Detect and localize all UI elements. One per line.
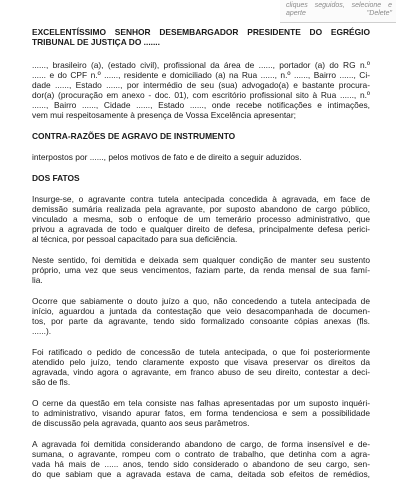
fatos-paragraph-3 bbox=[32, 296, 370, 336]
text-line: ......, Bairro ......, Cidade ......, Estado ......, onde recebe notificações e intimações, bbox=[32, 100, 370, 110]
text-line: Foi ratificado o pedido de concessão de tutela antecipada, o que foi posteriormente bbox=[32, 347, 370, 357]
text-line: agravada, vindo agora o agravante, em franco abuso de seu direito, contestar a deci- bbox=[32, 367, 370, 377]
text-line: ......, brasileiro (a), (estado civil), profissional da área de ......, portador (a) do RG n.º bbox=[32, 60, 370, 70]
text-line: al técnica, por pessoal capacitado para sua deficiência. bbox=[32, 234, 238, 244]
text-line: dor(a) (procuração em anexo - doc. 01), com escritório profissional sito à Rua ......, n.º bbox=[32, 90, 370, 100]
section-title-fatos: DOS FATOS bbox=[32, 173, 80, 183]
text-line: to administrativo, visando apurar fatos, em forma tendenciosa e sem a possibilidade bbox=[32, 408, 370, 418]
text-line: são de fls. bbox=[32, 377, 71, 387]
text-line: início, aguardou a juntada da contestação que veio desacompanhada de documen- bbox=[32, 306, 370, 316]
text-line: interpostos por ......, pelos motivos de fato e de direito a seguir aduzidos. bbox=[32, 152, 302, 162]
text-line: do que sabiam que a agravada estava de cama, deitada sob efeitos de remédios, bbox=[32, 469, 370, 479]
text-line: O cerne da questão em tela consiste nas falhas apresentadas por um suposto inquéri- bbox=[32, 398, 370, 408]
text-line: A agravada foi demitida considerando abandono de cargo, de forma insensível e de- bbox=[32, 439, 370, 449]
intro-paragraph bbox=[32, 60, 370, 120]
text-line: vada há mais de ...... anos, tendo sido considerado o abandono de seu cargo, sen- bbox=[32, 459, 370, 469]
text-line: vinculado a mesma, sob o enfoque de um temerário processo administrativo, que bbox=[32, 214, 370, 224]
section-title-contrarrazoes: CONTRA-RAZÕES DE AGRAVO DE INSTRUMENTO bbox=[32, 131, 236, 141]
text-line: Insurge-se, o agravante contra tutela antecipada concedida à agravada, em face de bbox=[32, 194, 370, 204]
text-line: vem mui respeitosamente à presença de Vossa Excelência apresentar; bbox=[32, 110, 296, 120]
fatos-paragraph-6 bbox=[32, 439, 370, 479]
document-heading bbox=[32, 27, 370, 47]
text-line: ...... e do CPF n.º ......, residente e domiciliado (a) na Rua ......, n.º ......, Bairro ......, Ci- bbox=[32, 70, 370, 80]
heading-line: EXCELENTÍSSIMO SENHOR DESEMBARGADOR PRESIDENTE DO EGRÉGIO bbox=[32, 27, 370, 37]
text-line: lia. bbox=[32, 275, 43, 285]
text-line: sumana, o agravante, rompeu com o contrato de trabalho, que detinha com a agra- bbox=[32, 449, 370, 459]
text-line: tos, por parte da agravante, tendo sido formalizado consoante cópias anexas (fls. bbox=[32, 316, 370, 326]
delete-hint-box bbox=[280, 0, 396, 23]
fatos-paragraph-5 bbox=[32, 398, 370, 428]
text-line: Neste sentido, foi demitida e deixada sem qualquer condição de manter seu sustento bbox=[32, 255, 370, 265]
fatos-paragraph-1 bbox=[32, 194, 370, 244]
hint-line: cliques seguidos, selecione e bbox=[286, 2, 392, 9]
text-line: ......). bbox=[32, 326, 52, 336]
text-line: de discussão pela agravada, quanto aos seus parâmetros. bbox=[32, 418, 250, 428]
fatos-paragraph-2 bbox=[32, 255, 370, 285]
text-line: próprio, uma vez que seus vencimentos, faziam parte, da renda mensal de sua famí- bbox=[32, 265, 370, 275]
text-line: dade ......, Estado ......, por intermédio de seu (sua) advogado(a) e bastante procura- bbox=[32, 80, 370, 90]
text-line: atendido pelo juízo, tendo claramente exposto que visava preservar os direitos da bbox=[32, 357, 370, 367]
heading-line: TRIBUNAL DE JUSTIÇA DO ....... bbox=[32, 37, 160, 47]
fatos-paragraph-4 bbox=[32, 347, 370, 387]
document-body bbox=[32, 27, 370, 490]
interpostos-paragraph bbox=[32, 152, 370, 162]
hint-line: aperte "Delete" bbox=[286, 10, 392, 17]
text-line: Ocorre que sabiamente o douto juízo a quo, não concedendo a tutela antecipada de bbox=[32, 296, 370, 306]
text-line: demissão sumária realizada pela agravante, por suposto abandono de cargo público, bbox=[32, 204, 370, 214]
text-line: privou a agravada de todo e qualquer direito de defesa, principalmente defesa perici- bbox=[32, 224, 370, 234]
